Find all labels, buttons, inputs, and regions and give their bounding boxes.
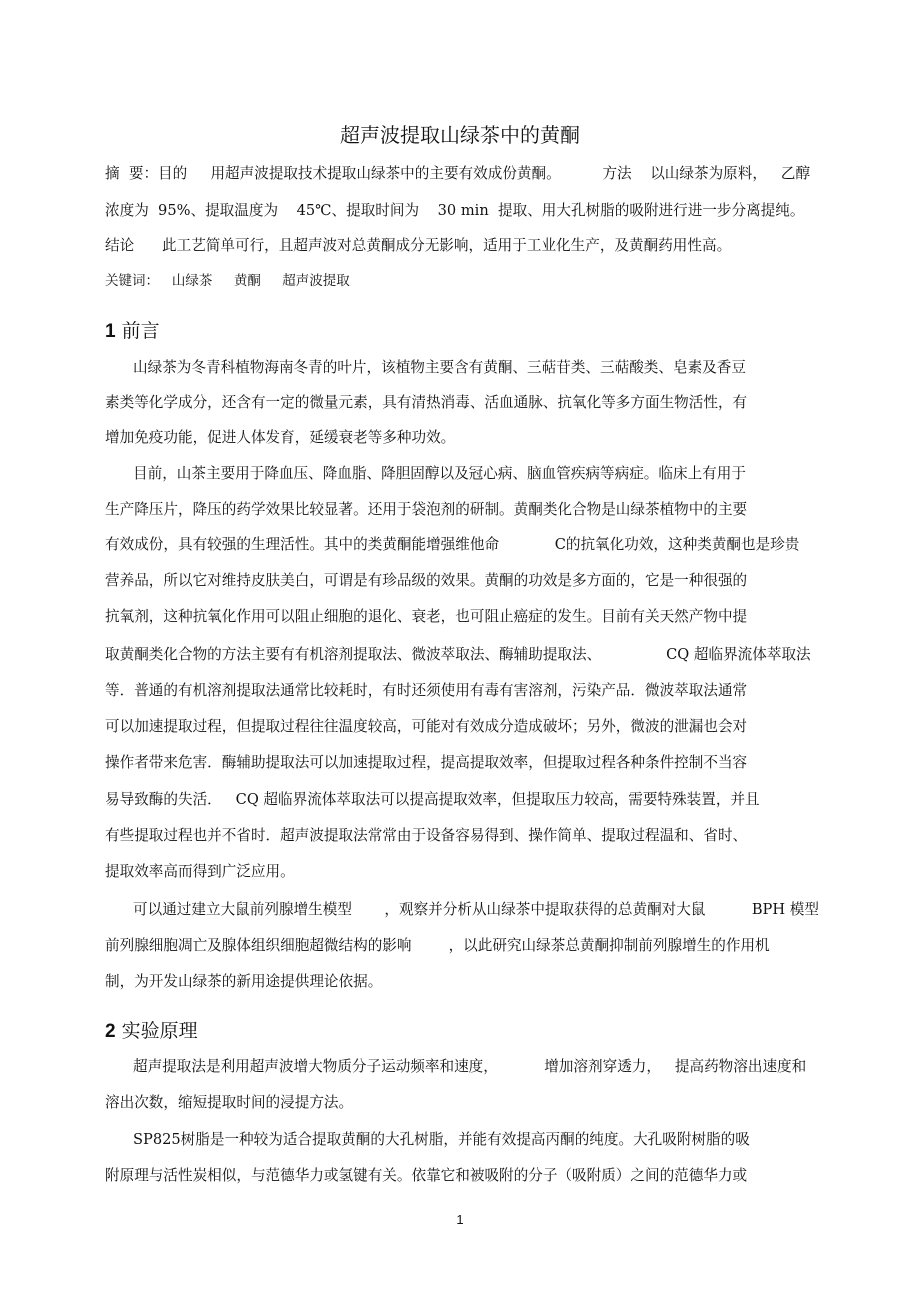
paragraph-line: 营养品，所以它对维持皮肤美白，可谓是有珍品级的效果。黄酮的功效是多方面的，它是一种很强的 (105, 572, 748, 589)
section-heading (105, 316, 160, 343)
section-number: 1 (105, 321, 116, 342)
page-number: 1 (456, 1212, 464, 1227)
paragraph-line: SP825树脂是一种较为适合提取黄酮的大孔树脂，并能有效提高丙酮的纯度。大孔吸附树脂的吸 (133, 1131, 750, 1148)
abstract-line: 摘 要：目的 用超声波提取技术提取山绿茶中的主要有效成份黄酮。 方法 以山绿茶为原料， 乙醇 (105, 165, 811, 182)
abstract-line: 浓度为 95%、提取温度为 45℃、提取时间为 30 min 提取、用大孔树脂的吸附进行进一步分离提纯。 (105, 202, 805, 219)
paragraph-line: 等．普通的有机溶剂提取法通常比较耗时，有时还须使用有毒有害溶剂，污染产品．微波萃取法通常 (105, 682, 748, 699)
paragraph-line: 操作者带来危害．酶辅助提取法可以加速提取过程，提高提取效率，但提取过程各种条件控制不当容 (105, 754, 748, 771)
paragraph-line: 有些提取过程也并不省时．超声波提取法常常由于设备容易得到、操作简单、提取过程温和、省时、 (105, 827, 748, 844)
paragraph-line: 提取效率高而得到广泛应用。 (105, 863, 295, 880)
section-number: 2 (105, 1021, 116, 1042)
paragraph-line: 前列腺细胞凋亡及腺体组织细胞超微结构的影响 ，以此研究山绿茶总黄酮抑制前列腺增生的作用机 (105, 937, 770, 954)
paragraph-line: 溶出次数，缩短提取时间的浸提方法。 (105, 1094, 354, 1111)
paragraph-line: 山绿茶为冬青科植物海南冬青的叶片，该植物主要含有黄酮、三萜苷类、三萜酸类、皂素及香豆 (133, 359, 746, 376)
paragraph-line: 可以加速提取过程，但提取过程往往温度较高，可能对有效成分造成破坏；另外，微波的泄漏也会对 (105, 718, 748, 735)
abstract-line: 结论 此工艺简单可行，且超声波对总黄酮成分无影响，适用于工业化生产，及黄酮药用性高。 (105, 237, 732, 254)
section-title: 实验原理 (121, 1020, 198, 1042)
paragraph-line: 增加免疫功能，促进人体发育，延缓衰老等多种功效。 (105, 429, 456, 446)
paragraph-line: 易导致酶的失活． CQ 超临界流体萃取法可以提高提取效率，但提取压力较高，需要特殊装置，并且 (105, 791, 760, 808)
paragraph-line: 素类等化学成分，还含有一定的微量元素，具有清热消毒、活血通脉、抗氧化等多方面生物活性，有 (105, 394, 748, 411)
paragraph-line: 有效成份，具有较强的生理活性。其中的类黄酮能增强维他命 C的抗氧化功效，这种类黄酮也是珍贵 (105, 536, 800, 553)
keywords-line: 关键词： 山绿茶 黄酮 超声波提取 (105, 273, 350, 289)
paragraph-line: 超声提取法是利用超声波增大物质分子运动频率和速度， 增加溶剂穿透力， 提高药物溶出速度和 (133, 1058, 807, 1075)
paragraph-line: 可以通过建立大鼠前列腺增生模型 ，观察并分析从山绿茶中提取获得的总黄酮对大鼠 BPH 模型 (133, 901, 819, 918)
paragraph-line: 目前，山茶主要用于降血压、降血脂、降胆固醇以及冠心病、脑血管疾病等病症。临床上有用于 (133, 465, 746, 482)
paragraph-line: 制，为开发山绿茶的新用途提供理论依据。 (105, 973, 383, 990)
paragraph-line: 附原理与活性炭相似，与范德华力或氢键有关。依靠它和被吸附的分子（吸附质）之间的范德华力或 (105, 1167, 748, 1184)
section-title: 前言 (121, 320, 160, 342)
paragraph-line: 抗氧剂，这种抗氧化作用可以阻止细胞的退化、衰老，也可阻止癌症的发生。目前有关天然产物中提 (105, 608, 748, 625)
paragraph-line: 取黄酮类化合物的方法主要有有机溶剂提取法、微波萃取法、酶辅助提取法、 CQ 超临界流体萃取法 (105, 646, 811, 663)
section-heading (105, 1016, 198, 1043)
paragraph-line: 生产降压片，降压的药学效果比较显著。还用于袋泡剂的研制。黄酮类化合物是山绿茶植物中的主要 (105, 501, 748, 518)
document-title: 超声波提取山绿茶中的黄酮 (340, 123, 580, 147)
